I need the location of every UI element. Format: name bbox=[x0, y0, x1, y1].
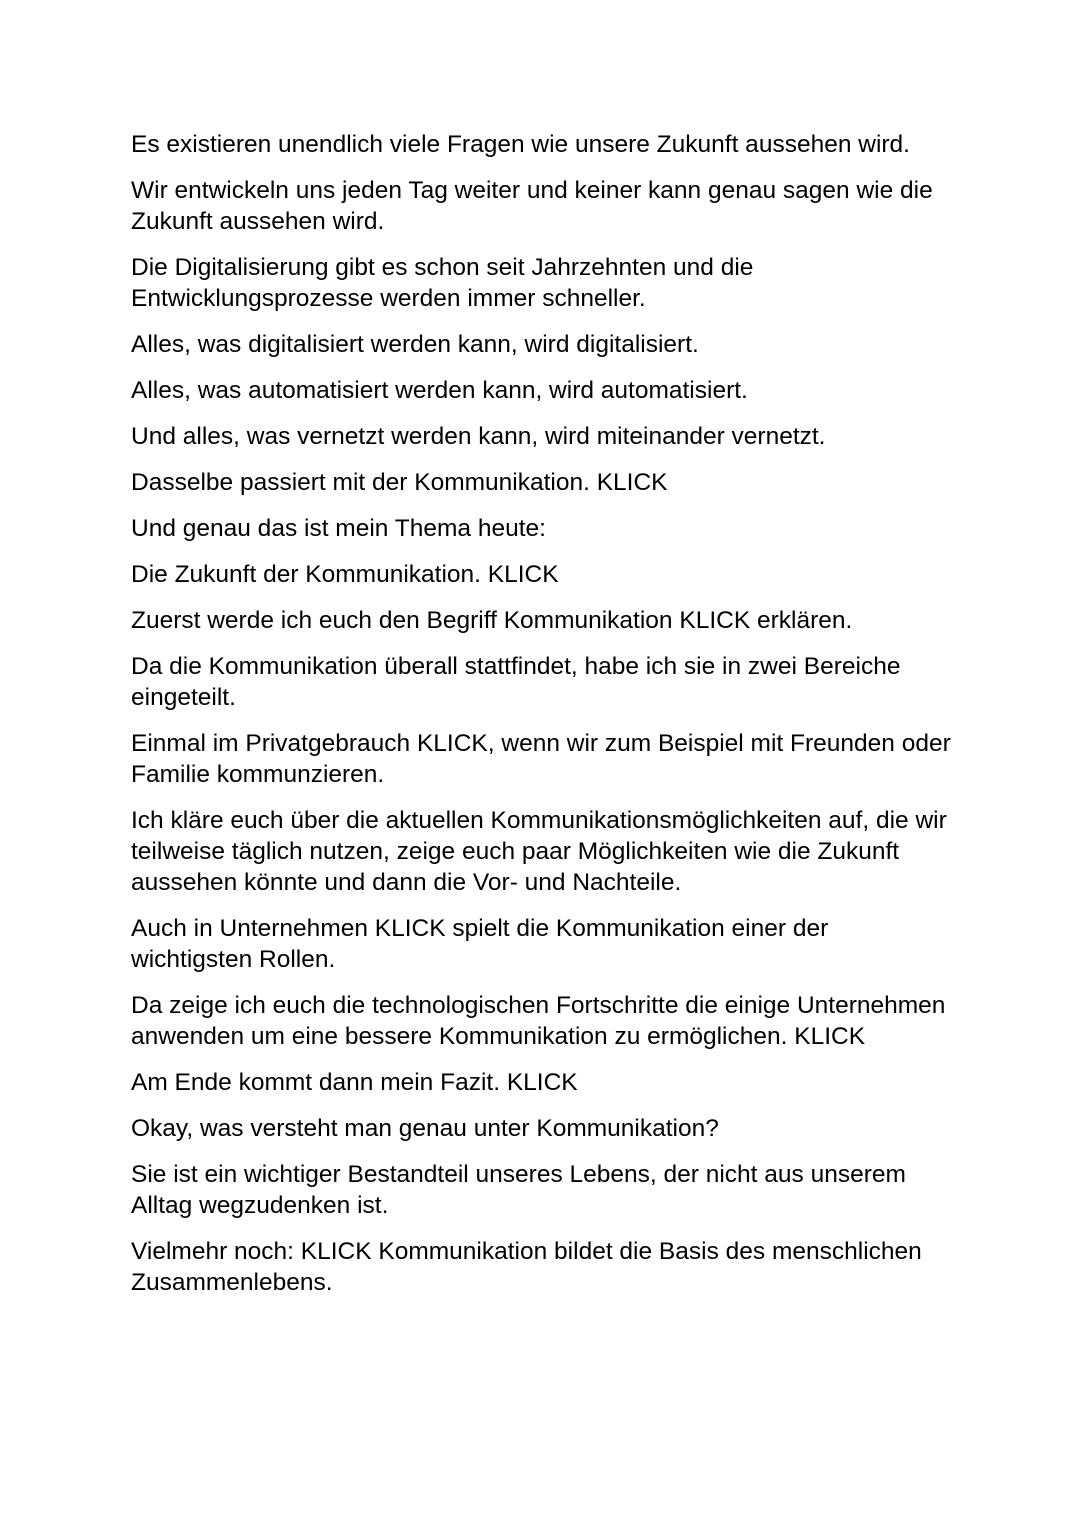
paragraph-12: Einmal im Privatgebrauch KLICK, wenn wir zum Beispiel mit Freunden oder Familie kommunzieren. bbox=[131, 730, 951, 788]
paragraph-17: Okay, was versteht man genau unter Kommunikation? bbox=[131, 1115, 719, 1142]
paragraph-1: Es existieren unendlich viele Fragen wie unsere Zukunft aussehen wird. bbox=[131, 131, 910, 158]
paragraph-16: Am Ende kommt dann mein Fazit. KLICK bbox=[131, 1069, 578, 1096]
paragraph-3: Die Digitalisierung gibt es schon seit Jahrzehnten und die Entwicklungsprozesse werden immer schneller. bbox=[131, 254, 754, 312]
paragraph-18: Sie ist ein wichtiger Bestandteil unseres Lebens, der nicht aus unserem Alltag wegzudenken ist. bbox=[131, 1161, 906, 1219]
paragraph-6: Und alles, was vernetzt werden kann, wird miteinander vernetzt. bbox=[131, 423, 826, 450]
paragraph-8: Und genau das ist mein Thema heute: bbox=[131, 515, 546, 542]
paragraph-2: Wir entwickeln uns jeden Tag weiter und keiner kann genau sagen wie die Zukunft aussehen wird. bbox=[131, 177, 933, 235]
paragraph-13: Ich kläre euch über die aktuellen Kommunikationsmöglichkeiten auf, die wir teilweise täglich nutzen, zeige euch paar Möglichkeiten wie die Zukunft aussehen könnte und dann die Vor- und Nachteile. bbox=[131, 807, 947, 896]
paragraph-5: Alles, was automatisiert werden kann, wird automatisiert. bbox=[131, 377, 748, 404]
paragraph-14: Auch in Unternehmen KLICK spielt die Kommunikation einer der wichtigsten Rollen. bbox=[131, 915, 829, 973]
paragraph-10: Zuerst werde ich euch den Begriff Kommunikation KLICK erklären. bbox=[131, 607, 853, 634]
paragraph-7: Dasselbe passiert mit der Kommunikation. KLICK bbox=[131, 469, 668, 496]
paragraph-11: Da die Kommunikation überall stattfindet, habe ich sie in zwei Bereiche eingeteilt. bbox=[131, 653, 901, 711]
paragraph-15: Da zeige ich euch die technologischen Fortschritte die einige Unternehmen anwenden um eine bessere Kommunikation zu ermöglichen. KLICK bbox=[131, 992, 946, 1050]
paragraph-9: Die Zukunft der Kommunikation. KLICK bbox=[131, 561, 559, 588]
paragraph-19: Vielmehr noch: KLICK Kommunikation bildet die Basis des menschlichen Zusammenlebens. bbox=[131, 1238, 922, 1296]
document-body bbox=[131, 129, 951, 1313]
paragraph-4: Alles, was digitalisiert werden kann, wird digitalisiert. bbox=[131, 331, 699, 358]
